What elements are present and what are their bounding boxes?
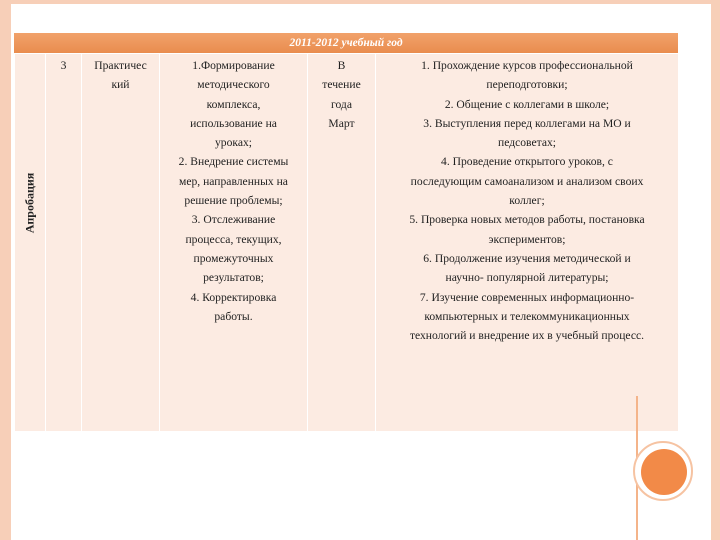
task-line: промежуточных bbox=[193, 251, 274, 265]
table-header-year: 2011-2012 учебный год bbox=[14, 33, 678, 53]
decorative-orange-circle bbox=[641, 449, 687, 495]
timing-line: течение bbox=[322, 78, 361, 92]
activity-line: 1. Прохождение курсов профессиональной bbox=[421, 59, 633, 72]
plan-table bbox=[14, 53, 679, 432]
frame-right-border bbox=[711, 0, 720, 540]
activity-line: 3. Выступления перед коллегами на МО и bbox=[423, 116, 631, 130]
task-line: уроках; bbox=[214, 136, 252, 150]
timing-line: Март bbox=[328, 116, 355, 130]
frame-top-border bbox=[0, 0, 720, 4]
activity-line: 6. Продолжение изучения методической и bbox=[423, 251, 631, 265]
table-row bbox=[15, 54, 679, 432]
task-line: мер, направленных на bbox=[179, 174, 288, 188]
task-line: комплекса, bbox=[206, 97, 261, 111]
stage-line: кий bbox=[111, 78, 130, 92]
activity-line: коллег; bbox=[509, 194, 545, 208]
task-line: 1.Формирование bbox=[192, 59, 275, 72]
activity-line: компьютерных и телекоммуникационных bbox=[424, 309, 630, 323]
task-line: процесса, текущих, bbox=[185, 232, 282, 246]
tasks-cell bbox=[160, 54, 308, 432]
row-number: 3 bbox=[60, 59, 67, 72]
timing-line: В bbox=[337, 59, 346, 72]
timing-line: года bbox=[331, 97, 352, 111]
frame-left-border bbox=[0, 0, 11, 540]
activity-line: 4. Проведение открытого уроков, с bbox=[441, 155, 613, 169]
task-line: методического bbox=[197, 78, 270, 92]
activity-line: педсоветах; bbox=[498, 136, 556, 150]
task-line: работы. bbox=[214, 309, 253, 323]
task-line: решение проблемы; bbox=[184, 194, 283, 208]
task-line: 4. Корректировка bbox=[190, 290, 277, 304]
timing-cell bbox=[308, 54, 376, 432]
section-label: Апробация bbox=[22, 172, 37, 234]
activity-line: экспериментов; bbox=[488, 232, 566, 246]
activity-line: последующим самоанализом и анализом своих bbox=[410, 174, 644, 188]
task-line: использование на bbox=[190, 116, 277, 130]
section-cell bbox=[15, 54, 46, 432]
activity-line: технологий и внедрение их в учебный процесс. bbox=[409, 329, 645, 343]
stage-line: Практичес bbox=[94, 59, 147, 72]
task-line: результатов; bbox=[203, 271, 264, 285]
number-cell bbox=[46, 54, 82, 432]
task-line: 3. Отслеживание bbox=[191, 213, 276, 227]
activity-line: 2. Общение с коллегами в школе; bbox=[444, 97, 610, 111]
stage-cell bbox=[82, 54, 160, 432]
activity-line: 7. Изучение современных информационно- bbox=[419, 290, 635, 304]
activity-line: 5. Проверка новых методов работы, постановка bbox=[409, 213, 645, 227]
activity-line: переподготовки; bbox=[486, 78, 568, 92]
activities-cell bbox=[376, 54, 679, 432]
task-line: 2. Внедрение системы bbox=[178, 155, 289, 169]
activity-line: научно- популярной литературы; bbox=[445, 271, 609, 285]
